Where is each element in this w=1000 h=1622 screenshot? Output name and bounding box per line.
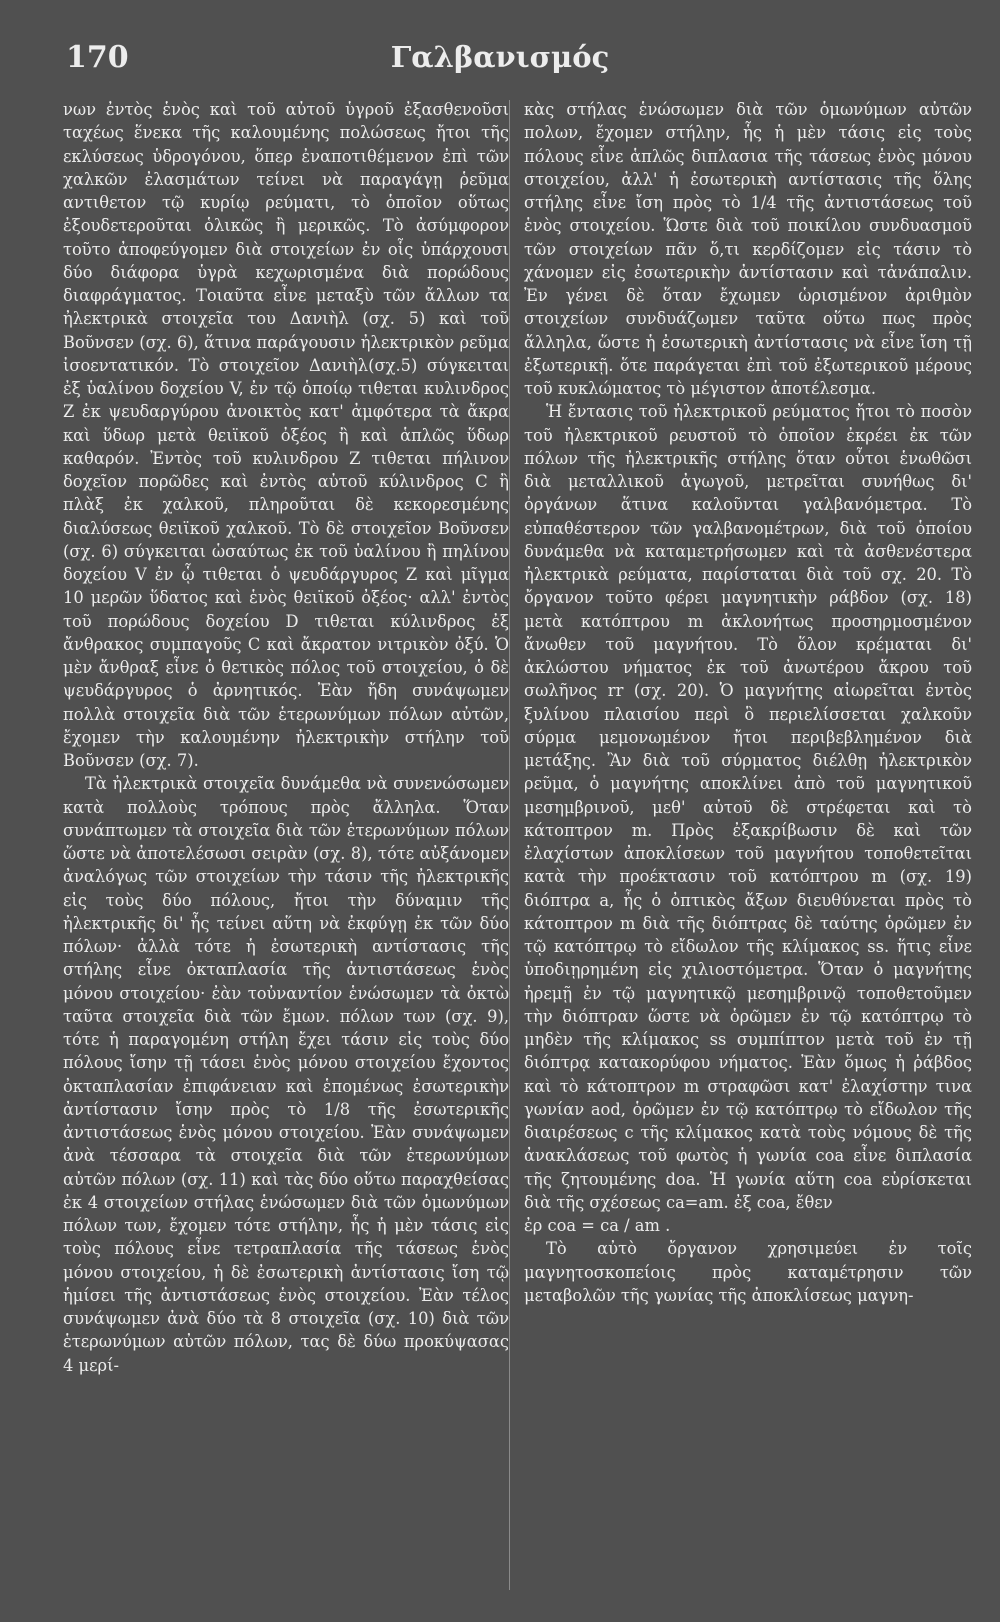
paragraph: Τὸ αὐτὸ ὄργανον χρησιμεύει ἐν τοῖς μαγνητοσκοπείοις πρὸς καταμέτρησιν τῶν μεταβολῶν τῆς γωνίας τῆς ἀποκλίσεως μαγνη- [524,1239,972,1305]
paragraph: Τὰ ἠλεκτρικὰ στοιχεῖα δυνάμεθα νὰ συνενώσωμεν κατὰ πολλοὺς τρόπους πρὸς ἄλληλα. Ὅταν συνάπτωμεν τὰ στοιχεῖα διὰ τῶν ἑτερωνύμων πόλων ὥστε νὰ ἀποτελέσωσι σειρὰν (σχ. 8), τότε αὐξάνομεν ἀναλόγως τῶν στοιχείων τὴν τάσιν τῆς ἠλεκτρικῆς εἰς τοὺς δύο πόλους, ἤτοι τὴν δύναμιν τῆς ἠλεκτρικῆς δι' ἧς τείνει αὕτη νὰ ἐκφύγῃ ἐκ τῶν δύο πόλων· ἀλλὰ τότε ἡ ἐσωτερικὴ αντίστασις τῆς στήλης εἶνε ὀκταπλασία τῆς ἀντιστάσεως ἑνὸς μόνου στοιχείου· ἐὰν τοὐναντίον ἑνώσωμεν τὰ ὀκτὼ ταῦτα στοιχεῖα διὰ τῶν ἔμων. πόλων των (σχ. 9), τότε ἡ παραγομένη στήλη ἔχει τάσιν εἰς τοὺς δύο πόλους ἴσην τῇ τάσει ἑνὸς μόνου στοιχείου ἔχοντος ὀκταπλασίαν ἐπιφάνειαν καὶ ἑπομένως ἐσωτερικὴν ἀντίστασιν ἴσην πρὸς τὸ 1/8 τῆς ἐσωτερικῆς ἀντιστάσεως ἑνὸς μόνου στοιχείου. Ἐὰν συνάψωμεν ἀνὰ τέσσαρα τὰ στοιχεῖα διὰ τῶν ἑτερωνύμων αὐτῶν πόλων (σχ. 11) καὶ τὰς δύο οὕτω παραχθείσας ἐκ 4 στοιχείων στήλας ἑνώσωμεν διὰ τῶν ὁμωνύμων πόλων των, ἔχομεν τότε στήλην, ἧς ἡ μὲν τάσις εἰς τοὺς πόλους εἶνε τετραπλασία τῆς τάσεως ἑνὸς μόνου στοιχείου, ἡ δὲ ἐσωτερικὴ ἀντίστασις ἴση τῷ ἡμίσει τῆς ἀντιστάσεως ἑνὸς στοιχείου. Ἐὰν τέλος συνάψωμεν ἀνὰ δύο τὰ 8 στοιχεῖα (σχ. 10) διὰ τῶν ἑτερωνύμων αὐτῶν πόλων, τας δὲ δύω προκύψασας 4 μερί- [63,774,509,1375]
running-title: Γαλβανισμός [390,40,610,74]
formula: ἐρ coa = ca / am . [524,1216,671,1235]
column-divider [509,100,510,1590]
right-column [524,98,972,1307]
left-column [63,98,509,1377]
page-header [0,40,1000,84]
paragraph: νων ἐντὸς ἑνὸς καὶ τοῦ αὐτοῦ ὑγροῦ ἐξασθενοῦσι ταχέως ἕνεκα τῆς καλουμένης πολώσεως ἤτοι τῆς εκλύσεως ὑδρογόνου, ὅπερ ἐναποτιθέμενον ἐπὶ τῶν χαλκῶν ἐλασμάτων τείνει νὰ παραγάγῃ ῥεῦμα αντιθετον τῷ κυρίῳ ρεύματι, τὸ ὁποῖον οὕτως ἐξουδετεροῦται ὁλικῶς ἢ μερικῶς. Τὸ ἀσύμφορον τοῦτο ἀποφεύγομεν διὰ στοιχείων ἐν οἷς ὑπάρχουσι δύο διάφορα ὑγρὰ κεχωρισμένα διὰ πορώδους διαφράγματος. Τοιαῦτα εἶνε μεταξὺ τῶν ἄλλων τα ἠλεκτρικὰ στοιχεῖα του Δανιὴλ (σχ. 5) καὶ τοῦ Βοῦνσεν (σχ. 6), ἅτινα παράγουσιν ἠλεκτρικὸν ρεῦμα ἰσοεντατικόν. Τὸ στοιχεῖον Δανιὴλ(σχ.5) σύγκειται ἐξ ὑαλίνου δοχείου V, ἐν τῷ ὁποίῳ τιθεται κυλινδρος Ζ ἐκ ψευδαργύρου ἀνοικτὸς κατ' ἀμφότερα τὰ ἄκρα καὶ ὕδωρ μετὰ θειϊκοῦ ὀξέος ἢ καὶ ἁπλῶς ὕδωρ καθαρόν. Ἐντὸς τοῦ κυλινδρου Ζ τιθεται πήλινον δοχεῖον πορῶδες καὶ ἐντὸς αὐτοῦ κύλινδρος C ἢ πλὰξ ἐκ χαλκοῦ, πληροῦται δὲ κεκορεσμένης διαλύσεως θειϊκοῦ χαλκοῦ. Τὸ δὲ στοιχεῖον Βοῦνσεν (σχ. 6) σύγκειται ὡσαύτως ἐκ τοῦ ὑαλίνου ἢ πηλίνου δοχείου V ἐν ᾧ τιθεται ὁ ψευδάργυρος Ζ καὶ μῖγμα 10 μερῶν ὕδατος καὶ ἑνὸς θειϊκοῦ ὀξέος· αλλ' ἐντὸς τοῦ πορώδους δοχείου D τιθεται κύλινδρος ἐξ ἄνθρακος συμπαγοῦς C καὶ ἄκρατον νιτρικὸν ὀξύ. Ὁ μὲν ἄνθραξ εἶνε ὁ θετικὸς πόλος τοῦ στοιχείου, ὁ δὲ ψευδάργυρος ὁ ἀρνητικός. Ἐὰν ἤδη συνάψωμεν πολλὰ στοιχεῖα διὰ τῶν ἑτερωνύμων πόλων αὐτῶν, ἔχομεν τὴν καλουμένην ἠλεκτρικὴν στήλην τοῦ Βοῦνσεν (σχ. 7). [63,100,509,770]
paragraph: Ἡ ἔντασις τοῦ ἠλεκτρικοῦ ρεύματος ἤτοι τὸ ποσὸν τοῦ ἠλεκτρικοῦ ρευστοῦ τὸ ὁποῖον ἐκρέει ἐκ τῶν πόλων τῆς ἠλεκτρικῆς στήλης ὅταν οὗτοι ἑνωθῶσι διὰ μεταλλικοῦ ἀγωγοῦ, μετρεῖται συνήθως δι' ὀργάνων ἅτινα καλοῦνται γαλβανόμετρα. Τὸ εὐπαθέστερον τῶν γαλβανομέτρων, διὰ τοῦ ὁποίου δυνάμεθα νὰ καταμετρήσωμεν καὶ τὰ ἀσθενέστερα ἠλεκτρικὰ ρεύματα, παρίσταται διὰ τοῦ σχ. 20. Τὸ ὄργανον τοῦτο φέρει μαγνητικὴν ράβδον (σχ. 18) μετὰ κατόπτρου m ἀκλονήτως προσηρμοσμένον ἄνωθεν τοῦ μαγνήτου. Τὸ ὅλον κρέμαται δι' ἀκλώστου νήματος ἐκ τοῦ ἀνωτέρου ἄκρου τοῦ σωλῆνος rr (σχ. 20). Ὁ μαγνήτης αἰωρεῖται ἐντὸς ξυλίνου πλαισίου περὶ ὃ περιελίσσεται χαλκοῦν σύρμα μεμονωμένον ἤτοι περιβεβλημένον διὰ μετάξης. Ἂν διὰ τοῦ σύρματος διέλθῃ ἠλεκτρικὸν ρεῦμα, ὁ μαγνήτης αποκλίνει ἀπὸ τοῦ μαγνητικοῦ μεσημβρινοῦ, μεθ' αὐτοῦ δὲ στρέφεται καὶ τὸ κάτοπτρον m. Πρὸς ἐξακρίβωσιν δὲ καὶ τῶν ἐλαχίστων ἀποκλίσεων τοῦ μαγνήτου τοποθετεῖται κατὰ τὴν προέκτασιν τοῦ κατόπτρου m (σχ. 19) διόπτρα a, ἧς ὁ ὀπτικὸς ἄξων διευθύνεται πρὸς τὸ κάτοπτρον m διὰ τῆς διόπτρας δὲ ταύτης ὁρῶμεν ἐν τῷ κατόπτρῳ τὸ εἴδωλον τῆς κλίμακος ss. ἥτις εἶνε ὑποδιῃρημένη εἰς χιλιοστόμετρα. Ὅταν ὁ μαγνήτης ἠρεμῇ ἐν τῷ μαγνητικῷ μεσημβρινῷ τοποθετοῦμεν τὴν διόπτραν ὥστε νὰ ὁρῶμεν ἐν τῷ κατόπτρῳ τὸ μηδὲν τῆς κλίμακος ss συμπίπτον μετὰ τοῦ ἐν τῇ διόπτρᾳ κατακορύφου νήματος. Ἐὰν ὅμως ἡ ῥάβδος καὶ τὸ κάτοπτρον m στραφῶσι κατ' ἐλαχίστην τινα γωνίαν aod, ὁρῶμεν ἐν τῷ κατόπτρῳ τὸ εἴδωλον τῆς διαιρέσεως c τῆς κλίμακος κατὰ τοὺς νόμους δὲ τῆς ἀνακλάσεως τοῦ φωτὸς ἡ γωνία coa εἶνε διπλασία τῆς ζητουμένης doa. Ἡ γωνία αὕτη coa εὑρίσκεται διὰ τῆς σχέσεως ca=am. ἐξ coa, ἔθεν [524,402,972,1212]
page-number: 170 [66,40,129,75]
paragraph: κὰς στήλας ἑνώσωμεν διὰ τῶν ὁμωνύμων αὐτῶν πολων, ἔχομεν στήλην, ἧς ἡ μὲν τάσις εἰς τοὺς πόλους εἶνε ἁπλῶς διπλασια τῆς τάσεως ἑνὸς μόνου στοιχείου, ἀλλ' ἡ ἐσωτερικὴ αντίστασις τῆς ὅλης στήλης εἶνε ἴση πρὸς τὸ 1/4 τῆς ἀντιστάσεως τοῦ ἑνὸς στοιχείου. Ὥστε διὰ τοῦ ποικίλου συνδυασμοῦ τῶν στοιχείων πᾶν ὅ,τι κερδίζομεν εἰς τάσιν τὸ χάνομεν εἰς ἐσωτερικὴν ἀντίστασιν καὶ τἀνάπαλιν. Ἐν γένει δὲ ὅταν ἔχωμεν ὡρισμένον ἀριθμὸν στοιχείων συνδυάζωμεν ταῦτα οὕτω πως πρὸς ἄλληλα, ὥστε ἡ ἐσωτερικὴ ἀντίστασις νὰ εἶνε ἴση τῇ ἐξωτερικῇ. ὅτε παράγεται ἐπὶ τοῦ ἐξωτερικοῦ μέρους τοῦ κυκλώματος τὸ μέγιστον ἀποτέλεσμα. [524,100,972,398]
